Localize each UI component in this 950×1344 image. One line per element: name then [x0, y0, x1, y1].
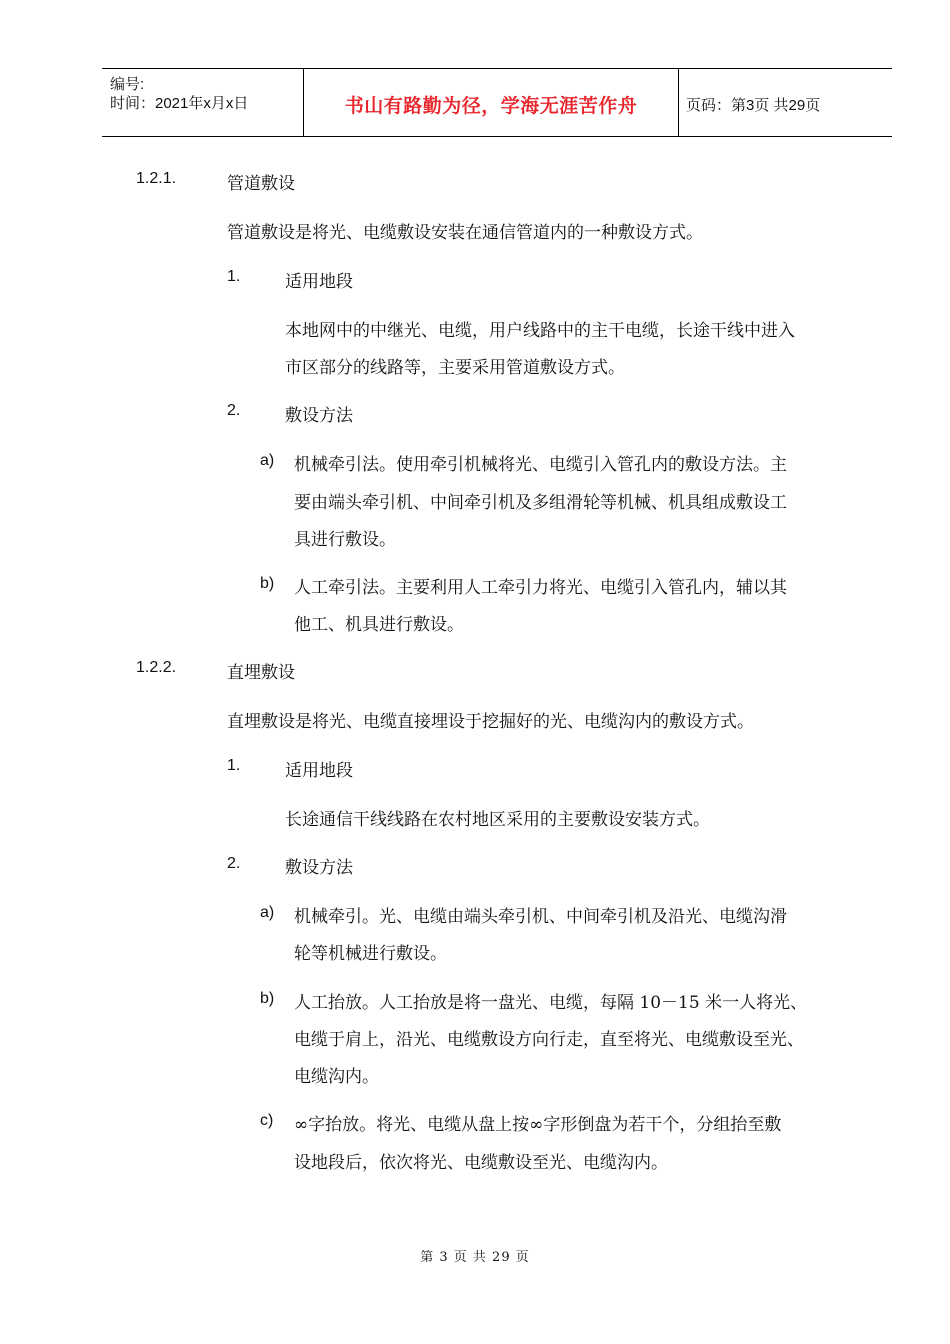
- subitem-letter: a): [260, 904, 275, 921]
- subitem-letter: c): [260, 1112, 274, 1129]
- subitem-letter: b): [260, 575, 275, 592]
- subitem-line: 设地段后，依次将光、电缆敷设至光、电缆沟内。: [294, 1153, 668, 1173]
- section-number: 1.2.2.: [136, 659, 177, 676]
- header-page-counter: 页码：第3页 共29页: [686, 97, 821, 114]
- header-page-cell: [678, 69, 892, 136]
- item-number: 2.: [227, 855, 241, 872]
- item-number: 2.: [227, 402, 241, 419]
- header-info-cell: [102, 69, 303, 136]
- document-number-label: 编号:: [110, 76, 145, 93]
- item-body-line: 长途通信干线线路在农村地区采用的主要敷设安装方式。: [285, 810, 710, 830]
- header-motto: 书山有路勤为径，学海无涯苦作舟: [344, 95, 638, 117]
- item-number: 1.: [227, 268, 241, 285]
- subitem-line: 机械牵引。光、电缆由端头牵引机、中间牵引机及沿光、电缆沟滑: [294, 907, 787, 927]
- item-body-line: 本地网中的中继光、电缆，用户线路中的主干电缆，长途干线中进入: [285, 321, 795, 341]
- page-header: [102, 68, 892, 137]
- page-footer: 第 3 页 共 29 页: [420, 1250, 530, 1265]
- subitem-line: 电缆于肩上，沿光、电缆敷设方向行走，直至将光、电缆敷设至光、: [294, 1030, 804, 1050]
- subitem-line: ∞字抬放。将光、电缆从盘上按∞字形倒盘为若干个，分组抬至敷: [294, 1115, 782, 1135]
- subitem-line: 人工牵引法。主要利用人工牵引力将光、电缆引入管孔内，辅以其: [294, 578, 787, 598]
- item-title: 敷设方法: [285, 406, 353, 426]
- subitem-line: 机械牵引法。使用牵引机械将光、电缆引入管孔内的敷设方法。主: [294, 455, 787, 475]
- section-number: 1.2.1.: [136, 170, 177, 187]
- item-title: 适用地段: [285, 272, 353, 292]
- item-title: 适用地段: [285, 761, 353, 781]
- item-title: 敷设方法: [285, 858, 353, 878]
- subitem-letter: b): [260, 990, 275, 1007]
- item-number: 1.: [227, 757, 241, 774]
- section-title: 管道敷设: [227, 174, 295, 194]
- subitem-line: 要由端头牵引机、中间牵引机及多组滑轮等机械、机具组成敷设工: [294, 493, 787, 513]
- subitem-line: 轮等机械进行敷设。: [294, 944, 447, 964]
- subitem-line: 人工抬放。人工抬放是将一盘光、电缆，每隔 10－15 米一人将光、: [294, 993, 808, 1013]
- subitem-line: 电缆沟内。: [294, 1067, 379, 1087]
- section-intro: 直埋敷设是将光、电缆直接埋设于挖掘好的光、电缆沟内的敷设方式。: [227, 712, 754, 732]
- section-intro: 管道敷设是将光、电缆敷设安装在通信管道内的一种敷设方式。: [227, 223, 703, 243]
- header-motto-cell: [303, 69, 679, 136]
- subitem-letter: a): [260, 452, 275, 469]
- document-date-label: 时间：2021年x月x日: [110, 95, 249, 112]
- item-body-line: 市区部分的线路等，主要采用管道敷设方式。: [285, 358, 625, 378]
- subitem-line: 具进行敷设。: [294, 530, 396, 550]
- subitem-line: 他工、机具进行敷设。: [294, 615, 464, 635]
- section-title: 直埋敷设: [227, 663, 295, 683]
